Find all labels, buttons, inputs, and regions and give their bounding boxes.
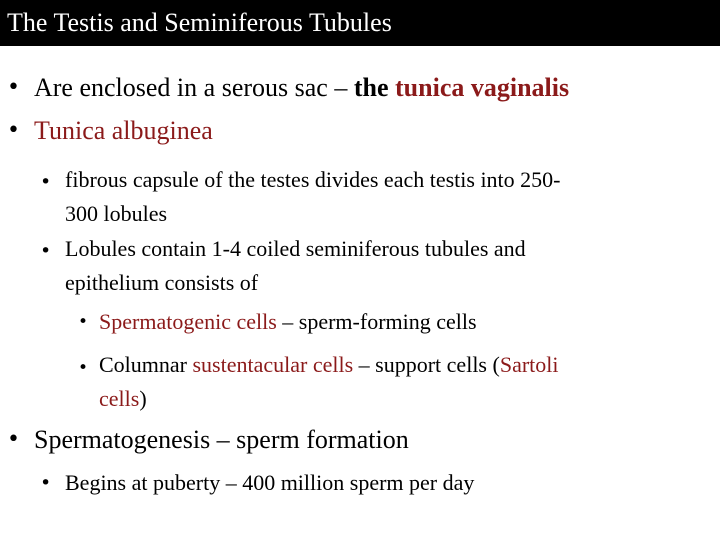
bullet-item-spermatogenic-cells xyxy=(78,309,477,335)
highlight-term: tunica vaginalis xyxy=(395,73,570,102)
item-text-line-1: fibrous capsule of the testes divides each testis into 250- xyxy=(65,167,561,192)
highlight-term: sustentacular cells xyxy=(192,352,354,377)
item-text: Begins at puberty – 400 million sperm per day xyxy=(65,470,475,495)
bullet-icon: • xyxy=(40,171,52,193)
bullet-item-lobules xyxy=(40,232,526,300)
bullet-icon: • xyxy=(7,75,20,100)
item-text: – sperm-forming cells xyxy=(276,309,477,334)
item-text: Columnar xyxy=(99,352,193,377)
item-text-line-2: epithelium consists of xyxy=(65,270,259,295)
bullet-item-tunica-vaginalis xyxy=(7,73,570,103)
bullet-icon: • xyxy=(78,358,89,378)
item-text: Are enclosed in a serous sac – xyxy=(34,73,354,102)
item-text-line-1: Lobules contain 1-4 coiled seminiferous tubules and xyxy=(65,236,526,261)
highlight-term: Tunica albuginea xyxy=(34,116,213,145)
bullet-item-tunica-albuginea xyxy=(7,116,213,146)
highlight-term: Spermatogenic cells xyxy=(99,309,277,334)
slide-title: The Testis and Seminiferous Tubules xyxy=(7,8,392,37)
item-text-line-2: 300 lobules xyxy=(65,201,168,226)
bullet-icon: • xyxy=(78,312,89,332)
bullet-item-fibrous-capsule xyxy=(40,163,561,231)
bullet-item-sustentacular-cells xyxy=(78,348,559,416)
bullet-item-puberty xyxy=(40,470,475,496)
item-text: – support cells ( xyxy=(353,352,500,377)
bullet-item-spermatogenesis xyxy=(7,425,409,455)
title-bar xyxy=(0,0,720,46)
highlight-term: cells xyxy=(99,386,140,411)
bullet-icon: • xyxy=(7,427,20,452)
bullet-icon: • xyxy=(40,472,52,494)
bullet-icon: • xyxy=(40,240,52,262)
item-text: ) xyxy=(139,386,147,411)
item-text-bold: the xyxy=(353,73,396,102)
highlight-term: Sartoli xyxy=(499,352,559,377)
bullet-icon: • xyxy=(7,118,20,143)
item-text: Spermatogenesis – sperm formation xyxy=(34,425,409,454)
